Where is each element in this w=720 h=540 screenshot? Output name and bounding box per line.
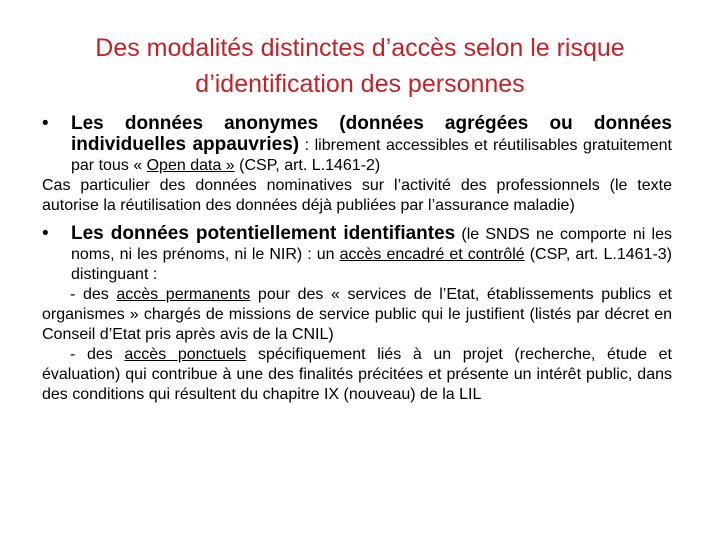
bullet-text: : librement accessibles et réutilisables gratuitement par tous «: [71, 137, 672, 174]
bullet-identifying-data: [42, 224, 672, 285]
open-data-link[interactable]: Open data »: [146, 157, 235, 174]
title-line-2: d’identification des personnes: [195, 70, 525, 98]
paragraph-permanent-access: [42, 285, 672, 345]
bullet-icon: •: [42, 223, 49, 244]
item-prefix: - des: [70, 346, 125, 363]
controlled-access-link[interactable]: accès encadré et contrôlé: [339, 246, 525, 263]
bullet-reference: (CSP, art. L.1461-2): [234, 157, 381, 174]
bullet-icon: •: [42, 113, 49, 134]
bullet-heading: Les données potentiellement identifiantes: [71, 223, 456, 244]
item-prefix: - des: [70, 286, 117, 303]
title-line-1: Des modalités distinctes d’accès selon le risque: [95, 34, 625, 62]
slide-title: [40, 30, 680, 102]
bullet-heading: Les données anonymes (données agrégées ou données individuelles appauvries): [71, 113, 672, 155]
paragraph-nominative-data: Cas particulier des données nominatives sur l’activité des professionnels (le texte autorise la réutilisation des données déjà publiées par l’assurance maladie): [42, 177, 672, 214]
occasional-access-link[interactable]: accès ponctuels: [124, 346, 247, 363]
permanent-access-link[interactable]: accès permanents: [116, 286, 251, 303]
bullet-anonymous-data: [42, 114, 672, 176]
paragraph-occasional-access: [42, 345, 672, 405]
bullet-reference: (CSP, art. L.1461-3) distinguant :: [71, 246, 673, 283]
bullet-text: (le SNDS ne comporte ni les noms, ni les prénoms, ni le NIR) : un: [71, 226, 672, 263]
item-text: spécifiquement liés à un projet (recherche, étude et évaluation) qui contribue à une des finalités précitées et présente un intérêt public, dans des conditions qui résultent du chapitre IX (nouveau) de la LIL: [42, 346, 673, 403]
item-text: pour des « services de l’Etat, établissements publics et organismes » chargés de missions de service public qui le justifient (listés par décret en Conseil d’Etat pris après avis de la CNIL): [42, 286, 672, 343]
slide-body: [42, 114, 672, 405]
